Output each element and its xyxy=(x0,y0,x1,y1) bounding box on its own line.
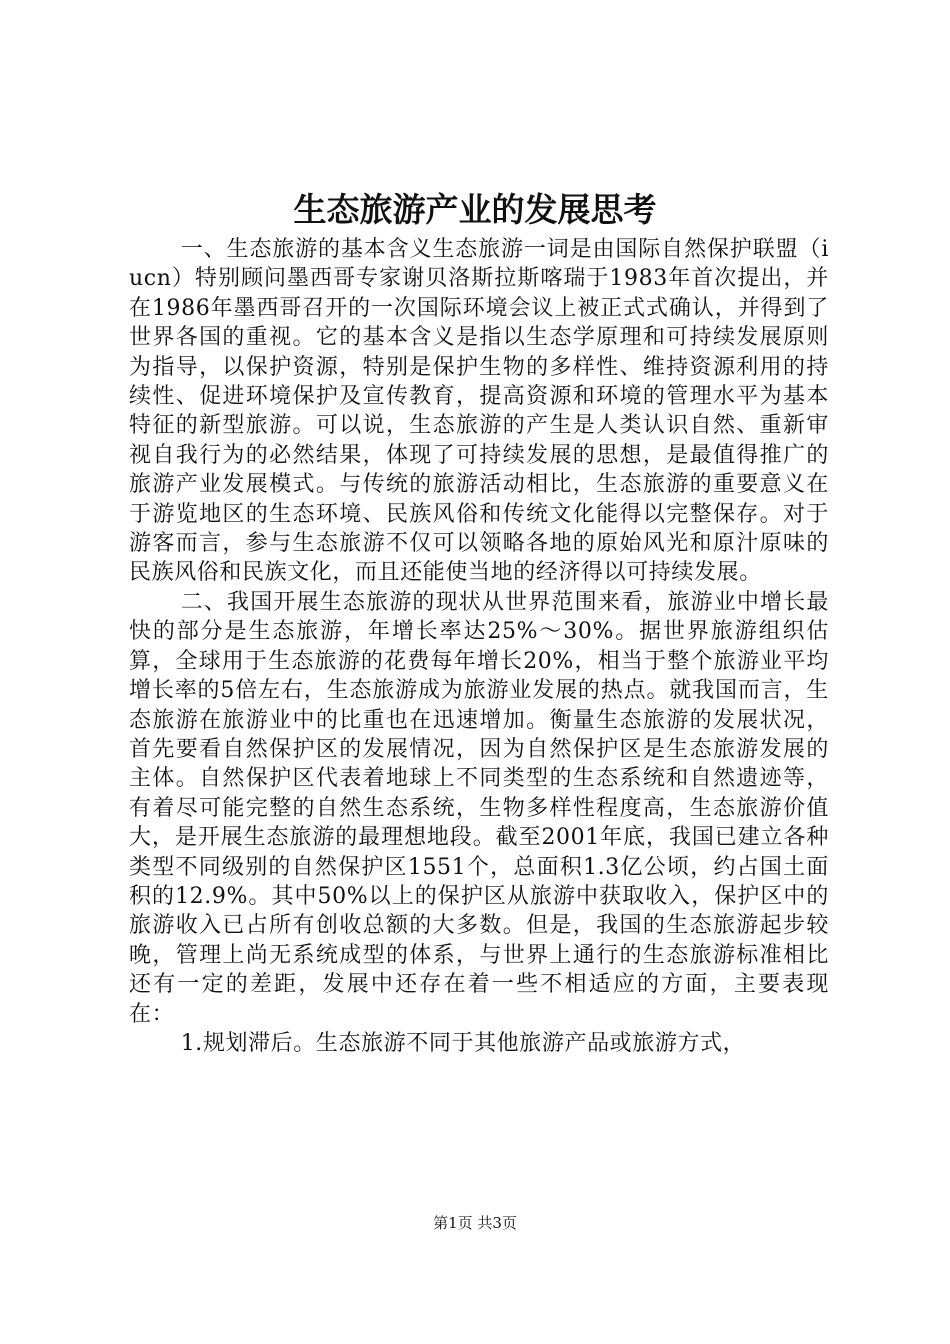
document-body xyxy=(129,235,829,1058)
paragraph-basic-meaning: 一、生态旅游的基本含义生态旅游一词是由国际自然保护联盟（iucn）特别顾问墨西哥专家谢贝洛斯拉斯喀瑞于1983年首次提出，并在1986年墨西哥召开的一次国际环境会议上被正式式确认，并得到了世界各国的重视。它的基本含义是指以生态学原理和可持续发展原则为指导，以保护资源，特别是保护生物的多样性、维持资源利用的持续性、促进环境保护及宣传教育，提高资源和环境的管理水平为基本特征的新型旅游。可以说，生态旅游的产生是人类认识自然、重新审视自我行为的必然结果，体现了可持续发展的思想，是最值得推广的旅游产业发展模式。与传统的旅游活动相比，生态旅游的重要意义在于游览地区的生态环境、民族风俗和传统文化能得以完整保存。对于游客而言，参与生态旅游不仅可以领略各地的原始风光和原汁原味的民族风俗和民族文化，而且还能使当地的经济得以可持续发展。 xyxy=(129,237,829,586)
paragraph-planning-lag: 1.规划滞后。生态旅游不同于其他旅游产品或旅游方式， xyxy=(180,1030,746,1056)
document-title: 生态旅游产业的发展思考 xyxy=(293,190,657,229)
page-footer: 第1页 共3页 xyxy=(433,1214,517,1232)
paragraph-current-status: 二、我国开展生态旅游的现状从世界范围来看，旅游业中增长最快的部分是生态旅游，年增长率达25%～30%。据世界旅游组织估算，全球用于生态旅游的花费每年增长20%，相当于整个旅游业平均增长率的5倍左右，生态旅游成为旅游业发展的热点。就我国而言，生态旅游在旅游业中的比重也在迅速增加。衡量生态旅游的发展状况，首先要看自然保护区的发展情况，因为自然保护区是生态旅游发展的主体。自然保护区代表着地球上不同类型的生态系统和自然遗迹等，有着尽可能完整的自然生态系统，生物多样性程度高，生态旅游价值大，是开展生态旅游的最理想地段。截至2001年底，我国已建立各种类型不同级别的自然保护区1551个，总面积1.3亿公顷，约占国土面积的12.9%。其中50%以上的保护区从旅游中获取收入，保护区中的旅游收入已占所有创收总额的大多数。但是，我国的生态旅游起步较晚，管理上尚无系统成型的体系，与世界上通行的生态旅游标准相比还有一定的差距，发展中还存在着一些不相适应的方面，主要表现在： xyxy=(129,589,829,1027)
